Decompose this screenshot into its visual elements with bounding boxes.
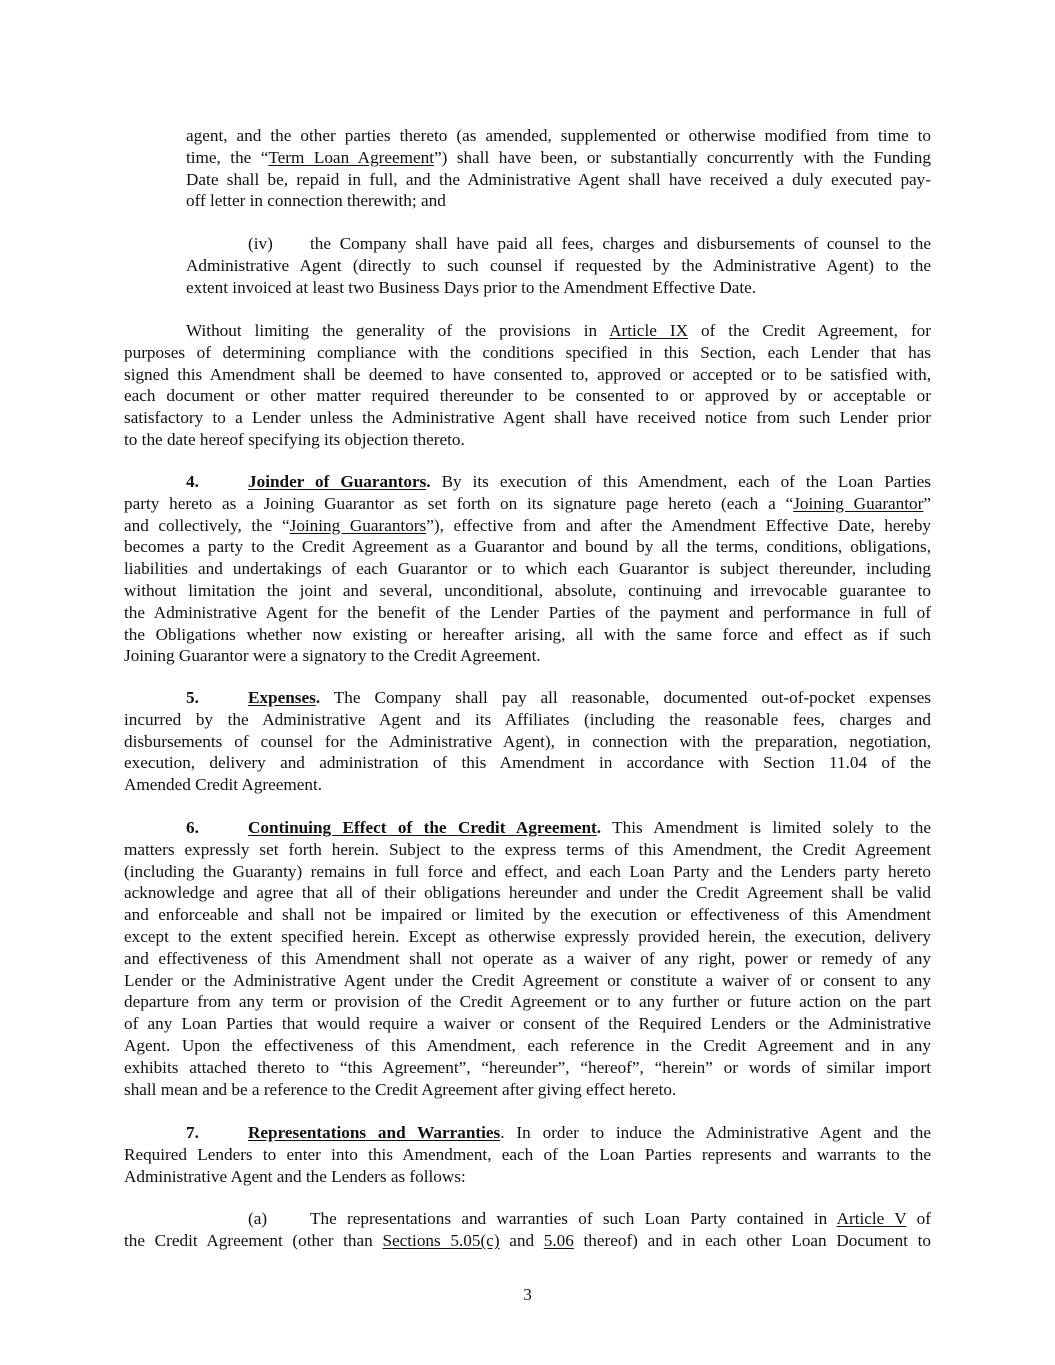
text-line: departure from any term or provision of the Credit Agreement or to any further or future action on the part	[124, 992, 931, 1012]
section-number: 4.	[186, 472, 199, 491]
text-line: without limitation the joint and several, unconditional, absolute, continuing and irrevocable guarantee to	[124, 580, 931, 600]
text-line: Date shall be, repaid in full, and the Administrative Agent shall have received a duly executed pay-	[186, 169, 931, 189]
text-line: Amended Credit Agreement.	[124, 775, 323, 795]
section-7-representations	[124, 1122, 931, 1187]
clause-marker: (iv)	[248, 234, 273, 253]
section-heading: Joinder of Guarantors	[248, 472, 427, 491]
text-line: agent, and the other parties thereto (as amended, supplemented or otherwise modified from time to	[186, 126, 931, 145]
text-line: Administrative Agent and the Lenders as follows:	[124, 1166, 466, 1186]
text-line: satisfactory to a Lender unless the Administrative Agent shall have received notice from such Lender prior	[124, 408, 931, 428]
text-line: Administrative Agent (directly to such counsel if requested by the Administrative Agent) to the	[186, 255, 931, 275]
text-line: incurred by the Administrative Agent and its Affiliates (including the reasonable fees, charges and	[124, 709, 931, 729]
text-line: of any Loan Parties that would require a waiver or consent of the Required Lenders or the Administrative	[124, 1014, 931, 1034]
section-heading: Representations and Warranties	[248, 1123, 501, 1142]
text-line: (a) The representations and warranties of such Loan Party contained in Article V of	[248, 1209, 931, 1228]
text-line: the Obligations whether now existing or hereafter arising, all with the same force and effect as if such	[124, 624, 931, 644]
text-line: party hereto as a Joining Guarantor as set forth on its signature page hereto (each a “Joining Guarantor”	[124, 493, 931, 513]
section-505c-reference: Sections 5.05(c)	[382, 1230, 500, 1250]
clause-iv-paragraph	[186, 233, 931, 298]
text-line: acknowledge and agree that all of their obligations hereunder and under the Credit Agreement shall be valid	[124, 883, 931, 903]
section-number: 5.	[186, 688, 199, 707]
text-line: the Administrative Agent for the benefit of the Lender Parties of the payment and performance in full of	[124, 602, 931, 622]
text-line: (including the Guaranty) remains in full force and effect, and each Loan Party and the Lenders party hereto	[124, 861, 931, 881]
section-4-joinder-of-guarantors	[124, 471, 931, 667]
section-number: 7.	[186, 1123, 199, 1142]
text-line: execution, delivery and administration of this Amendment in accordance with Section 11.04 of the	[124, 753, 931, 773]
section-heading: Expenses	[248, 688, 316, 707]
text-line: Without limiting the generality of the provisions in Article IX of the Credit Agreement, for	[186, 321, 931, 340]
text-line: becomes a party to the Credit Agreement as a Guarantor and bound by all the terms, conditions, obligations,	[124, 537, 931, 557]
article-ix-reference: Article IX	[609, 321, 688, 340]
text-line: 4. Joinder of Guarantors. By its execution of this Amendment, each of the Loan Parties	[186, 472, 931, 491]
text-line: Joining Guarantor were a signatory to the Credit Agreement.	[124, 646, 541, 666]
text-line: Lender or the Administrative Agent under the Credit Agreement or constitute a waiver of or consent to any	[124, 970, 931, 990]
text-line: shall mean and be a reference to the Credit Agreement after giving effect hereto.	[124, 1079, 677, 1099]
text-line: disbursements of counsel for the Administrative Agent), in connection with the preparation, negotiation,	[124, 731, 931, 751]
text-line: liabilities and undertakings of each Guarantor or to which each Guarantor is subject thereunder, including	[124, 559, 931, 579]
section-5-expenses	[124, 687, 931, 796]
text-line: 5. Expenses. The Company shall pay all reasonable, documented out-of-pocket expenses	[186, 688, 931, 707]
page-number: 3	[523, 1285, 532, 1304]
text-line: time, the “Term Loan Agreement”) shall have been, or substantially concurrently with the Funding	[186, 147, 931, 167]
term-loan-payoff-paragraph	[186, 125, 931, 212]
text-line: 7. Representations and Warranties. In order to induce the Administrative Agent and the	[186, 1123, 931, 1142]
section-heading: Continuing Effect of the Credit Agreement	[248, 818, 597, 837]
text-line: matters expressly set forth herein. Subject to the express terms of this Amendment, the Credit Agreement	[124, 839, 931, 859]
text-line: (iv) the Company shall have paid all fees, charges and disbursements of counsel to the	[248, 234, 931, 253]
section-7a-paragraph	[124, 1208, 931, 1252]
article-v-reference: Article V	[836, 1209, 907, 1228]
text-line: 6. Continuing Effect of the Credit Agreement. This Amendment is limited solely to the	[186, 818, 931, 837]
text-line: except to the extent specified herein. Except as otherwise expressly provided herein, the execution, delivery	[124, 926, 931, 946]
text-line: and collectively, the “Joining Guarantors”), effective from and after the Amendment Effective Date, hereby	[124, 515, 932, 535]
text-line: Agent. Upon the effectiveness of this Amendment, each reference in the Credit Agreement and in any	[124, 1035, 931, 1055]
without-limiting-paragraph	[124, 320, 931, 451]
text-line: Required Lenders to enter into this Amendment, each of the Loan Parties represents and warrants to the	[124, 1144, 931, 1164]
section-number: 6.	[186, 818, 199, 837]
text-line: purposes of determining compliance with the conditions specified in this Section, each Lender that has	[124, 342, 931, 362]
text-line: the Credit Agreement (other than Sections 5.05(c) and 5.06 thereof) and in each other Loan Document to	[124, 1230, 931, 1250]
text-line: and enforceable and shall not be impaired or limited by the execution or effectiveness of this Amendment	[124, 905, 931, 925]
text-line: extent invoiced at least two Business Days prior to the Amendment Effective Date.	[186, 277, 757, 297]
section-6-continuing-effect	[124, 817, 931, 1100]
defined-term-link: Term Loan Agreement	[268, 147, 435, 167]
clause-marker: (a)	[248, 1209, 268, 1228]
text-line: and effectiveness of this Amendment shall not operate as a waiver of any right, power or remedy of any	[124, 948, 931, 968]
text-line: to the date hereof specifying its objection thereto.	[124, 429, 465, 449]
text-line: exhibits attached thereto to “this Agreement”, “hereunder”, “hereof”, “herein” or words of similar import	[124, 1057, 931, 1077]
text-line: off letter in connection therewith; and	[186, 191, 446, 211]
text-line: signed this Amendment shall be deemed to have consented to, approved or accepted or to be satisfied with,	[124, 364, 931, 384]
text-line: each document or other matter required thereunder to be consented to or approved by or acceptable or	[124, 386, 931, 406]
section-506-reference: 5.06	[543, 1230, 574, 1250]
